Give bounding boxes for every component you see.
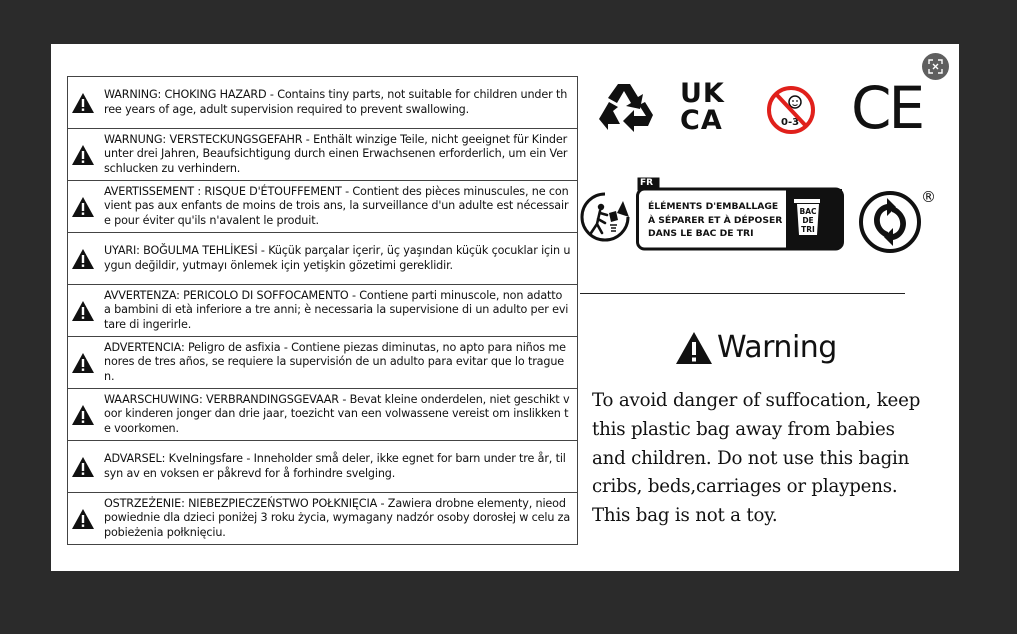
warning-row-en [68, 77, 577, 129]
warning-heading [675, 330, 837, 365]
warning-triangle-icon [68, 196, 98, 218]
multilingual-warning-table [67, 76, 578, 545]
warning-text: UYARI: BOĞULMA TEHLİKESİ - Küçük parçalar içerir, üç yaşından küçük çocuklar için uygun değildir, yutmayı önlemek için yetişkin gözetimi gereklidir. [104, 243, 571, 272]
registered-mark: ® [921, 188, 936, 206]
warning-text: OSTRZEŻENIE: NIEBEZPIECZEŃSTWO POŁKNIĘCIA - Zawiera drobne elementy, nieodpowiednie dla dzieci poniżej 3 roku życia, wymagany nadzór osoby dorosłej w celu zapobieżenia połknięciu. [104, 496, 571, 539]
warning-triangle-icon [68, 352, 98, 374]
warning-text: ADVERTENCIA: Peligro de asfixia - Contiene piezas diminutas, no apto para niños menores de tres años, se requiere la supervisión de un adulto para evitar que lo traguen. [104, 340, 566, 383]
warning-row-fr [68, 181, 577, 233]
recycle-icon [596, 80, 658, 136]
warning-triangle-icon [68, 456, 98, 478]
svg-text:0-3: 0-3 [781, 117, 800, 128]
warning-triangle-icon [68, 144, 98, 166]
warning-row-nl [68, 389, 577, 441]
warning-triangle-icon [68, 92, 98, 114]
warning-title: Warning [717, 330, 837, 365]
warning-row-de [68, 129, 577, 181]
ce-mark: CE [851, 74, 923, 142]
warning-text: AVVERTENZA: PERICOLO DI SOFFOCAMENTO - Contiene parti minuscole, non adatto a bambini di età inferiore a tre anni; è necessaria la supervisione di un adulto per evitare di ingerirle. [104, 288, 569, 331]
warning-triangle-icon [68, 508, 98, 530]
warning-text: WARNING: CHOKING HAZARD - Contains tiny parts, not suitable for children under three years of age, adult supervision required to prevent swallowing. [104, 87, 568, 116]
triman-icon [579, 191, 631, 243]
triman-info-box [636, 177, 844, 251]
warning-triangle-icon [675, 331, 713, 365]
warning-triangle-icon [68, 300, 98, 322]
expand-icon[interactable] [922, 53, 949, 80]
warning-row-es [68, 337, 577, 389]
triman-instructions: ÉLÉMENTS D'EMBALLAGE À SÉPARER ET À DÉPOSER DANS LE BAC DE TRI [648, 201, 783, 239]
warning-text: WARNUNG: VERSTECKUNGSGEFAHR - Enthält winzige Teile, nicht geeignet für Kinder unter drei Jahren, Beaufsichtigung durch einen Erwachsenen erforderlich, um ein Verschlucken zu verhindern. [104, 132, 568, 175]
not-for-under-3-icon [765, 84, 817, 136]
warning-text: WAARSCHUWING: VERBRANDINGSGEVAAR - Bevat kleine onderdelen, niet geschikt voor kinderen jonger dan drie jaar, toezicht van een volwassene vereist om inslikken te voorkomen. [104, 392, 570, 435]
ukca-mark: UK CA [680, 78, 725, 136]
divider [580, 293, 905, 294]
warning-row-it [68, 285, 577, 337]
green-dot-icon [858, 190, 922, 254]
warning-row-pl [68, 493, 577, 544]
suffocation-warning-text: To avoid danger of suffocation, keep this plastic bag away from babies and children. Do not use this bagin cribs, beds,carriages or playpens. This bag is not a toy. [592, 390, 921, 527]
warning-text: AVERTISSEMENT : RISQUE D'ÉTOUFFEMENT - Contient des pièces minuscules, ne convient pas aux enfants de moins de trois ans, la surveillance d'un adulte est nécessaire pour éviter qu'ils n'avalent le produit. [104, 184, 569, 227]
sorting-bin-label: BAC DE TRI [799, 207, 817, 234]
warning-triangle-icon [68, 404, 98, 426]
warning-text: ADVARSEL: Kvelningsfare - Inneholder små deler, ikke egnet for barn under tre år, tilsyn av en voksen er påkrevd for å forhindre svelging. [104, 451, 566, 480]
warning-triangle-icon [68, 248, 98, 270]
warning-row-tr [68, 233, 577, 285]
warning-row-no [68, 441, 577, 493]
triman-country-code: FR [640, 178, 654, 188]
